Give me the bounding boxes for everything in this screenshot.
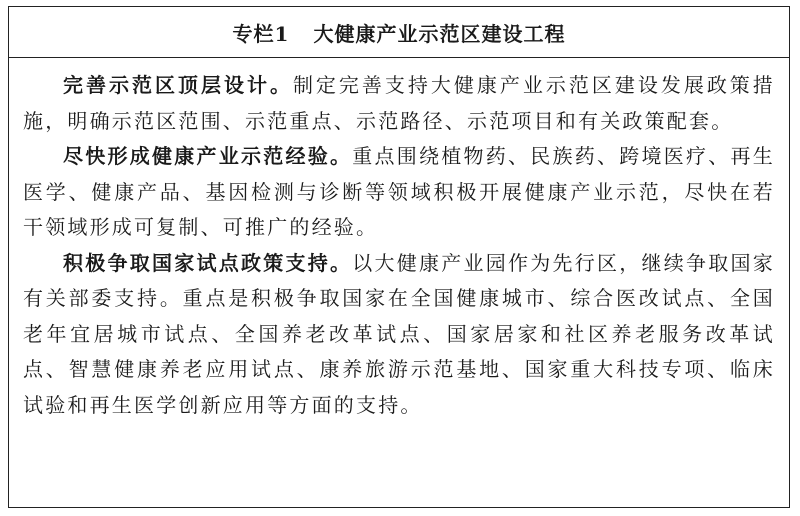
- paragraph-lead: 尽快形成健康产业示范经验。: [63, 144, 353, 168]
- box-label: 专栏1: [232, 21, 290, 46]
- box-header: [9, 7, 789, 58]
- paragraph-text: 制定完善支持大健康产业示范区建设发展政策措施，明确示范区范围、示范重点、示范路径、示范项目和有关政策配套。: [23, 73, 776, 133]
- paragraph-text: 重点围绕植物药、民族药、跨境医疗、再生医学、健康产品、基因检测与诊断等领域积极开展健康产业示范，尽快在若干领域形成可复制、可推广的经验。: [23, 144, 775, 239]
- box-title: 大健康产业示范区建设工程: [313, 21, 566, 46]
- box-body: [9, 58, 789, 423]
- paragraph-lead: 完善示范区顶层设计。: [63, 73, 293, 97]
- paragraph-lead: 积极争取国家试点政策支持。: [63, 250, 353, 275]
- paragraph-text: 以大健康产业园作为先行区，继续争取国家有关部委支持。重点是积极争取国家在全国健康城市、综合医改试点、全国老年宜居城市试点、全国养老改革试点、国家居家和社区养老服务改革试点、智慧健康养老应用试点、康养旅游示范基地、国家重大科技专项、临床试验和再生医学创新应用等方面的支持。: [23, 250, 775, 417]
- paragraph: [23, 68, 775, 139]
- paragraph: [23, 139, 775, 246]
- paragraph: [23, 246, 775, 424]
- feature-box: [8, 6, 790, 508]
